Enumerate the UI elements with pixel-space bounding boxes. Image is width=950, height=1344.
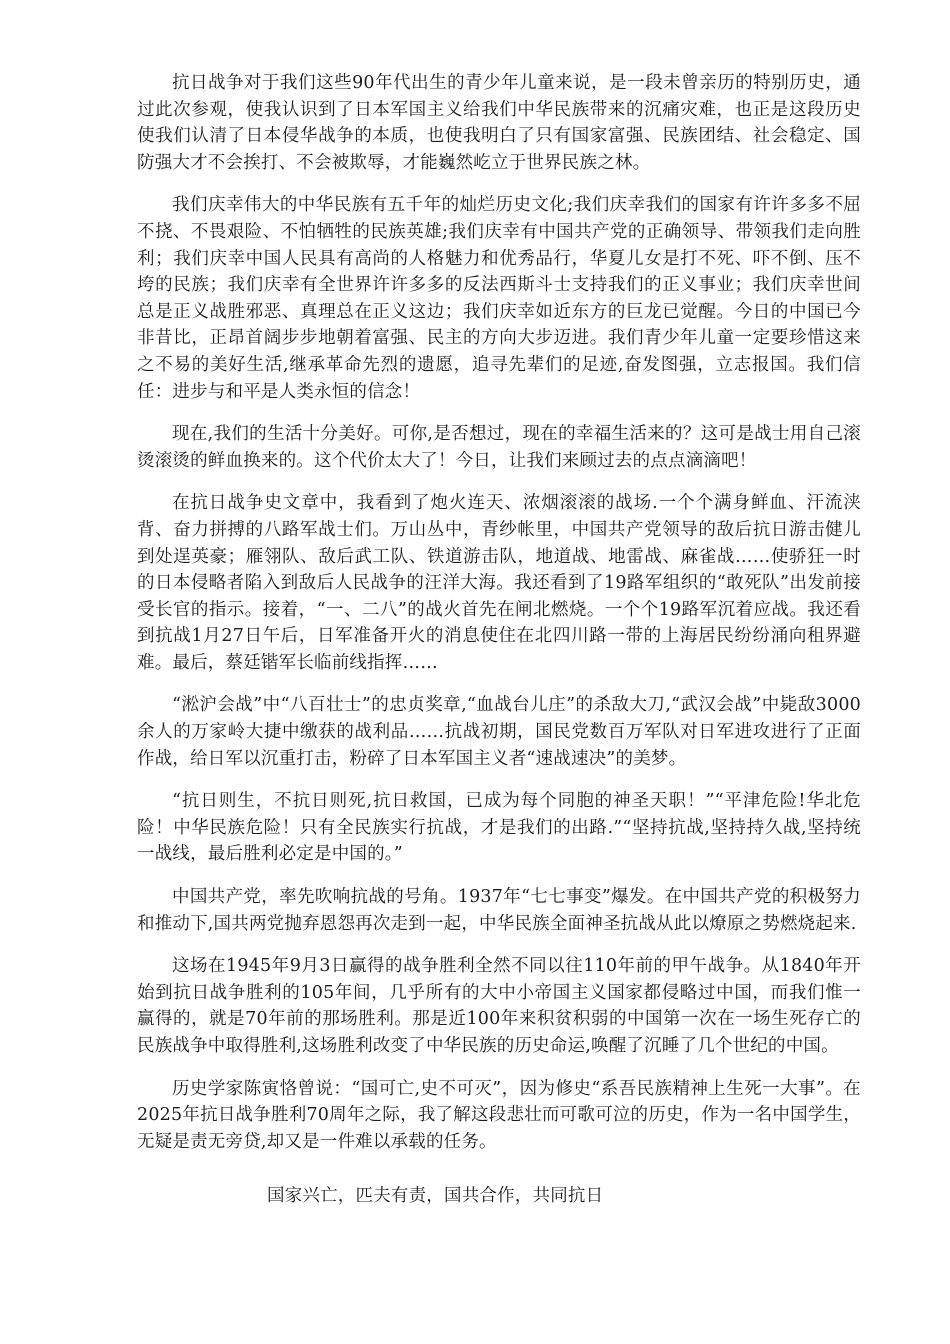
paragraph-2: 我们庆幸伟大的中华民族有五千年的灿烂历史文化;我们庆幸我们的国家有许许多多不屈不挠、不畏艰险、不怕牺牲的民族英雄;我们庆幸有中国共产党的正确领导、带领我们走向胜利；我们庆幸中国人民具有高尚的人格魅力和优秀品行，华夏儿女是打不死、吓不倒、压不垮的民族；我们庆幸有全世界许许多多的反法西斯斗士支持我们的正义事业；我们庆幸世间总是正义战胜邪恶、真理总在正义这边；我们庆幸如近东方的巨龙已觉醒。今日的中国已今非昔比，正昂首阔步步地朝着富强、民主的方向大步迈进。我们青少年儿童一定要珍惜这来之不易的美好生活,继承革命先烈的遗愿，追寻先辈们的足迹,奋发图强，立志报国。我们信任：进步与和平是人类永恒的信念！	[137, 195, 861, 402]
paragraph-5: “淞沪会战”中“八百壮士”的忠贞奖章,“血战台儿庄”的杀敌大刀,“武汉会战”中毙敌3000余人的万家岭大捷中缴获的战利品……抗战初期，国民党数百万军队对日军进攻进行了正面作战，给日军以沉重打击，粉碎了日本军国主义者“速战速决”的美梦。	[137, 695, 861, 769]
document-page	[137, 70, 861, 1210]
closing-line: 国家兴亡，匹夫有责，国共合作，共同抗日	[267, 1186, 604, 1207]
paragraph-3: 现在,我们的生活十分美好。可你,是否想过，现在的幸福生活来的？这可是战士用自己滚烫滚烫的鲜血换来的。这个代价太大了！今日，让我们来顾过去的点点滴滴吧！	[137, 424, 861, 471]
paragraph-6: “抗日则生，不抗日则死,抗日救国，已成为每个同胞的神圣天职！”“平津危险!华北危险！中华民族危险！只有全民族实行抗战，才是我们的出路.”“坚持抗战,坚持持久战,坚持统一战线，最后胜利必定是中国的。”	[137, 791, 861, 865]
paragraph-1: 抗日战争对于我们这些90年代出生的青少年儿童来说，是一段未曾亲历的特别历史，通过此次参观，使我认识到了日本军国主义给我们中华民族带来的沉痛灾难，也正是这段历史使我们认清了日本侵华战争的本质，也使我明白了只有国家富强、民族团结、社会稳定、国防强大才不会挨打、不会被欺辱，才能巍然屹立于世界民族之林。	[137, 73, 861, 173]
paragraph-9: 历史学家陈寅恪曾说：“国可亡,史不可灭”，因为修史“系吾民族精神上生死一大事”。在2025年抗日战争胜利70周年之际，我了解这段悲壮而可歌可泣的历史，作为一名中国学生，无疑是责无旁贷,却又是一件难以承载的任务。	[137, 1078, 861, 1152]
paragraph-4: 在抗日战争史文章中，我看到了炮火连天、浓烟滚滚的战场.一个个满身鲜血、汗流浃背、奋力拼搏的八路军战士们。万山丛中，青纱帐里，中国共产党领导的敌后抗日游击健儿到处逞英豪；雁翎队、敌后武工队、铁道游击队，地道战、地雷战、麻雀战……使骄狂一时的日本侵略者陷入到敌后人民战争的汪洋大海。我还看到了19路军组织的“敢死队”出发前接受长官的指示。接着，“一、二八”的战火首先在闸北燃烧。一个个19路军沉着应战。我还看到抗战1月27日午后，日军准备开火的消息使住在北四川路一带的上海居民纷纷涌向租界避难。最后，蔡廷锴军长临前线指挥……	[137, 493, 861, 673]
paragraph-7: 中国共产党，率先吹响抗战的号角。1937年“七七事变”爆发。在中国共产党的积极努力和推动下,国共两党抛弃恩怨再次走到一起，中华民族全面神圣抗战从此以燎原之势燃烧起来.	[137, 887, 861, 934]
paragraph-8: 这场在1945年9月3日赢得的战争胜利全然不同以往110年前的甲午战争。从1840年开始到抗日战争胜利的105年间，几乎所有的大中小帝国主义国家都侵略过中国，而我们惟一赢得的，就是70年前的那场胜利。那是近100年来积贫积弱的中国第一次在一场生死存亡的民族战争中取得胜利,这场胜利改变了中华民族的历史命运,唤醒了沉睡了几个世纪的中国。	[137, 956, 861, 1056]
